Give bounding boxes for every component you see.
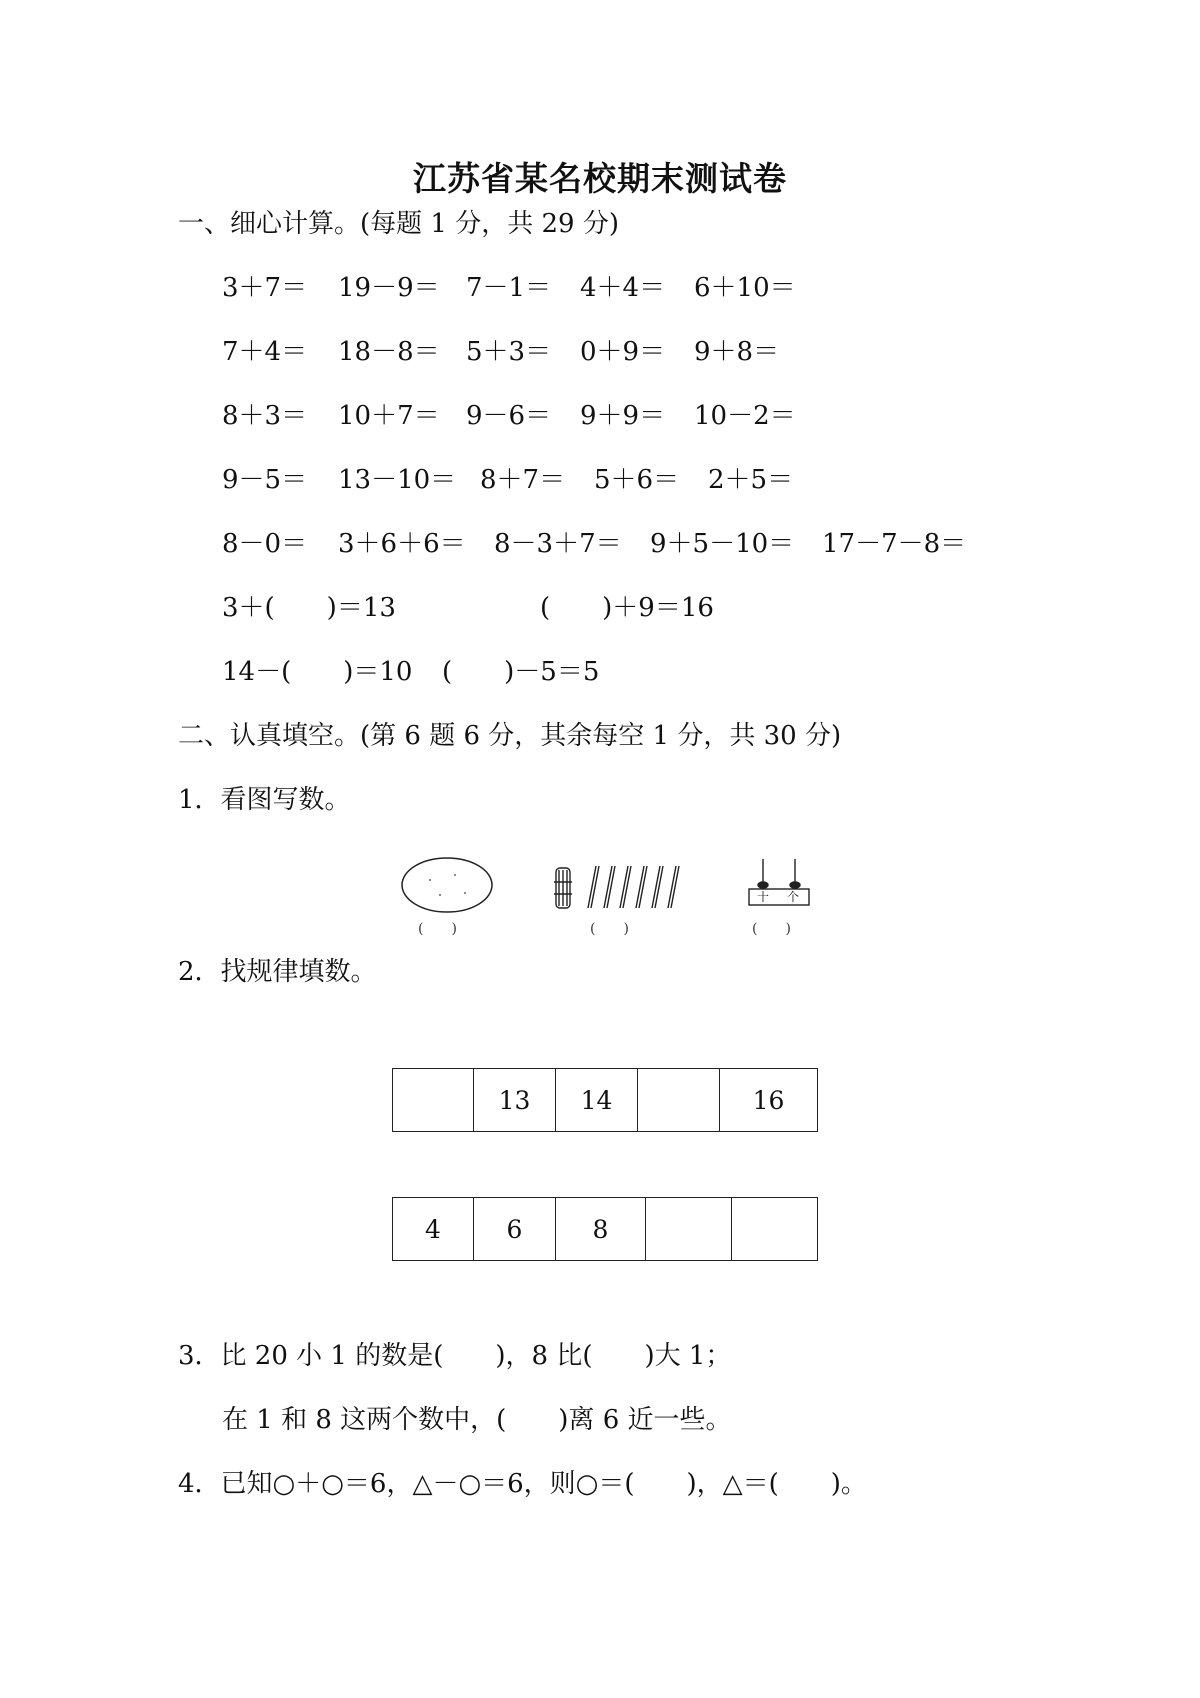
calc-item: 10－2＝ (694, 401, 796, 431)
calc-item: 8＋7＝ (480, 465, 566, 495)
fill-item: ( )＋9＝16 (540, 593, 714, 623)
calc-row-1 (222, 270, 796, 306)
q1-text: 1．看图写数。 (178, 785, 351, 815)
fill-row-2 (222, 654, 599, 690)
section2-heading: 二、认真填空。(第 6 题 6 分，其余每空 1 分，共 30 分) (178, 721, 842, 751)
calc-item: 3＋7＝ (222, 273, 308, 303)
fill-item: ( )－5＝5 (442, 657, 600, 687)
calc-item: 10＋7＝ (338, 401, 440, 431)
calc-row-5 (222, 526, 966, 562)
calc-row-2 (222, 334, 779, 370)
calc-item: 2＋5＝ (708, 465, 794, 495)
calc-row-3 (222, 398, 796, 434)
calc-item: 9＋8＝ (694, 337, 780, 367)
pattern-cell: 6 (474, 1198, 556, 1261)
q2-text: 2．找规律填数。 (178, 957, 377, 987)
calc-item: 9－5＝ (222, 465, 308, 495)
page-title: 江苏省某名校期末测试卷 (413, 159, 787, 198)
calc-item: 18－8＝ (338, 337, 440, 367)
q3-line-2: 在 1 和 8 这两个数中，( )离 6 近一些。 (222, 1405, 732, 1435)
abacus-label-tens: 十 (757, 890, 770, 904)
pattern-cell[interactable] (732, 1198, 818, 1261)
fill-row-1 (222, 590, 714, 626)
calc-item: 0＋9＝ (580, 337, 666, 367)
calc-item: 13－10＝ (338, 465, 457, 495)
pattern-table-1 (392, 1068, 818, 1132)
calc-item: 5＋6＝ (594, 465, 680, 495)
calc-item: 17－7－8＝ (822, 529, 967, 559)
calc-item: 4＋4＝ (580, 273, 666, 303)
q1-blank-2: ( ) (590, 921, 629, 937)
pattern-cell[interactable] (393, 1069, 474, 1132)
calc-item: 7＋4＝ (222, 337, 308, 367)
q3-line-1: 3．比 20 小 1 的数是( )，8 比( )大 1； (178, 1341, 732, 1371)
section1-heading: 一、细心计算。(每题 1 分，共 29 分) (178, 209, 619, 239)
q4-text: 4．已知○＋○＝6，△－○＝6，则○＝( )，△＝( )。 (178, 1469, 867, 1499)
calc-item: 9－6＝ (466, 401, 552, 431)
pattern-cell[interactable] (638, 1069, 720, 1132)
pattern-cell: 16 (720, 1069, 818, 1132)
pattern-cell: 14 (556, 1069, 638, 1132)
calc-item: 7－1＝ (466, 273, 552, 303)
calc-item: 19－9＝ (338, 273, 440, 303)
q1-blank-3: ( ) (752, 921, 791, 937)
abacus-labels (757, 888, 807, 905)
calc-row-4 (222, 462, 793, 498)
dots-oval-picture (400, 855, 495, 915)
calc-item: 8－0＝ (222, 529, 308, 559)
calc-item: 6＋10＝ (694, 273, 796, 303)
pattern-cell[interactable] (646, 1198, 732, 1261)
sticks-bundle-picture (552, 860, 692, 912)
calc-item: 9＋9＝ (580, 401, 666, 431)
fill-item: 14－( )＝10 (222, 657, 413, 687)
calc-item: 8－3＋7＝ (494, 529, 622, 559)
calc-item: 8＋3＝ (222, 401, 308, 431)
calc-item: 9＋5－10＝ (650, 529, 795, 559)
q1-blank-1: ( ) (418, 921, 457, 937)
abacus-label-ones: 个 (787, 890, 800, 904)
fill-item: 3＋( )＝13 (222, 593, 396, 623)
calc-item: 3＋6＋6＝ (338, 529, 466, 559)
calc-item: 5＋3＝ (466, 337, 552, 367)
pattern-cell: 4 (393, 1198, 474, 1261)
pattern-cell: 8 (556, 1198, 646, 1261)
pattern-table-2 (392, 1197, 818, 1261)
pattern-cell: 13 (474, 1069, 556, 1132)
